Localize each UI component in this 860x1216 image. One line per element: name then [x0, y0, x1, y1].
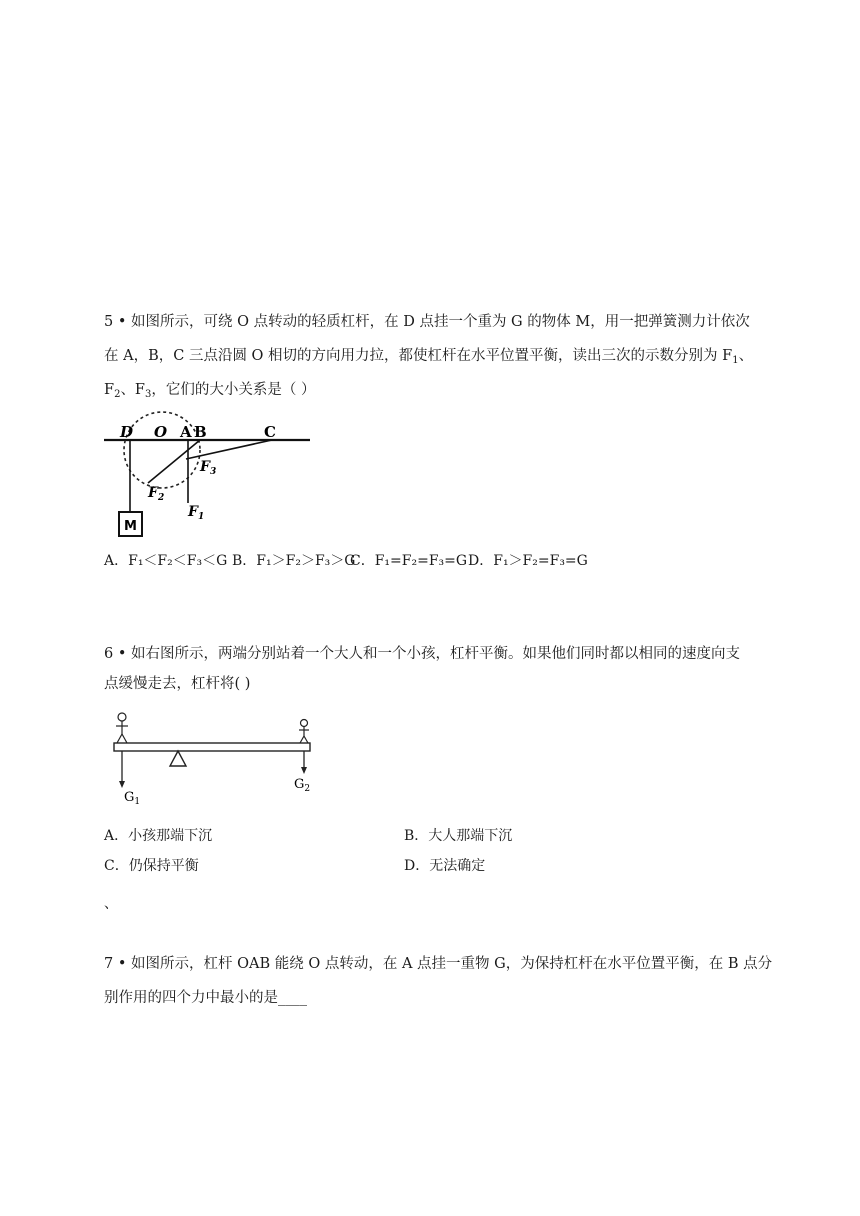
f3-line	[186, 440, 272, 459]
q5-text-line-2-tail: 、	[738, 348, 754, 364]
q5-text-line-2-main: 在 A，B，C 三点沿圆 O 相切的方向用力拉，都使杠杆在水平位置平衡，读出三次的示数分别为 F	[104, 348, 733, 364]
q7-text-line-1: 7 • 如图所示，杠杆 OAB 能绕 O 点转动，在 A 点挂一重物 G，为保持杠杆在水平位置平衡，在 B 点分	[104, 956, 773, 972]
q5-text-line-1: 5 • 如图所示，可绕 O 点转动的轻质杠杆，在 D 点挂一个重为 G 的物体 M，用一把弹簧测力计依次	[104, 314, 750, 330]
label-o: O	[154, 423, 168, 441]
q6-option-b[interactable]: B．大人那端下沉	[404, 828, 513, 844]
q5-f-label: F	[104, 382, 115, 398]
label-f1: $F_1$	[188, 504, 205, 522]
q6-option-c[interactable]: C．仍保持平衡	[104, 858, 199, 874]
q6-option-a[interactable]: A．小孩那端下沉	[104, 828, 213, 844]
stray-punctuation-mark: 、	[104, 896, 118, 912]
q7-text-line-2: 别作用的四个力中最小的是____	[104, 990, 307, 1006]
q5-option-a[interactable]: A．F₁＜F₂＜F₃＜G	[104, 553, 228, 569]
q5-option-c[interactable]: C．F₁=F₂=F₃=G	[350, 553, 468, 569]
q5-question-tail: ，它们的大小关系是（ ）	[151, 382, 316, 398]
label-g1: $G_1$	[124, 790, 141, 807]
q5-f3-sub: 3	[145, 389, 152, 400]
label-c: C	[264, 423, 276, 441]
adult-figure	[116, 713, 128, 743]
q5-option-b[interactable]: B．F₁＞F₂＞F₃＞G	[232, 553, 356, 569]
label-f2: $F_2$	[148, 485, 165, 503]
q5-lever-figure	[100, 415, 315, 540]
weight-m-label: M	[124, 519, 137, 534]
q6-text-line-1: 6 • 如右图所示，两端分别站着一个大人和一个小孩，杠杆平衡。如果他们同时都以相同的速度向支	[104, 646, 740, 662]
q5-f3-label: 、F	[120, 382, 145, 398]
g2-arrow-head	[301, 767, 307, 774]
label-d: D	[120, 423, 134, 441]
q5-option-d[interactable]: D．F₁＞F₂=F₃=G	[468, 553, 588, 569]
q5-text-line-3	[104, 380, 315, 400]
q6-text-line-2: 点缓慢走去，杠杆将( )	[104, 676, 251, 692]
q5-f2-sub: 2	[114, 389, 121, 400]
seesaw-plank	[114, 743, 310, 751]
q5-text-line-2	[104, 346, 753, 366]
q6-option-d[interactable]: D．无法确定	[404, 858, 486, 874]
label-a: A	[180, 423, 192, 441]
child-figure	[299, 720, 309, 744]
g1-arrow-head	[119, 781, 125, 788]
q6-seesaw-figure	[108, 710, 318, 807]
q5-text-line-2-sub: 1	[732, 355, 739, 366]
label-g2: $G_2$	[294, 777, 311, 794]
label-b: B	[194, 423, 207, 441]
f2-line	[148, 440, 200, 483]
label-f3: $F_3$	[200, 459, 217, 477]
fulcrum-triangle	[170, 751, 186, 766]
